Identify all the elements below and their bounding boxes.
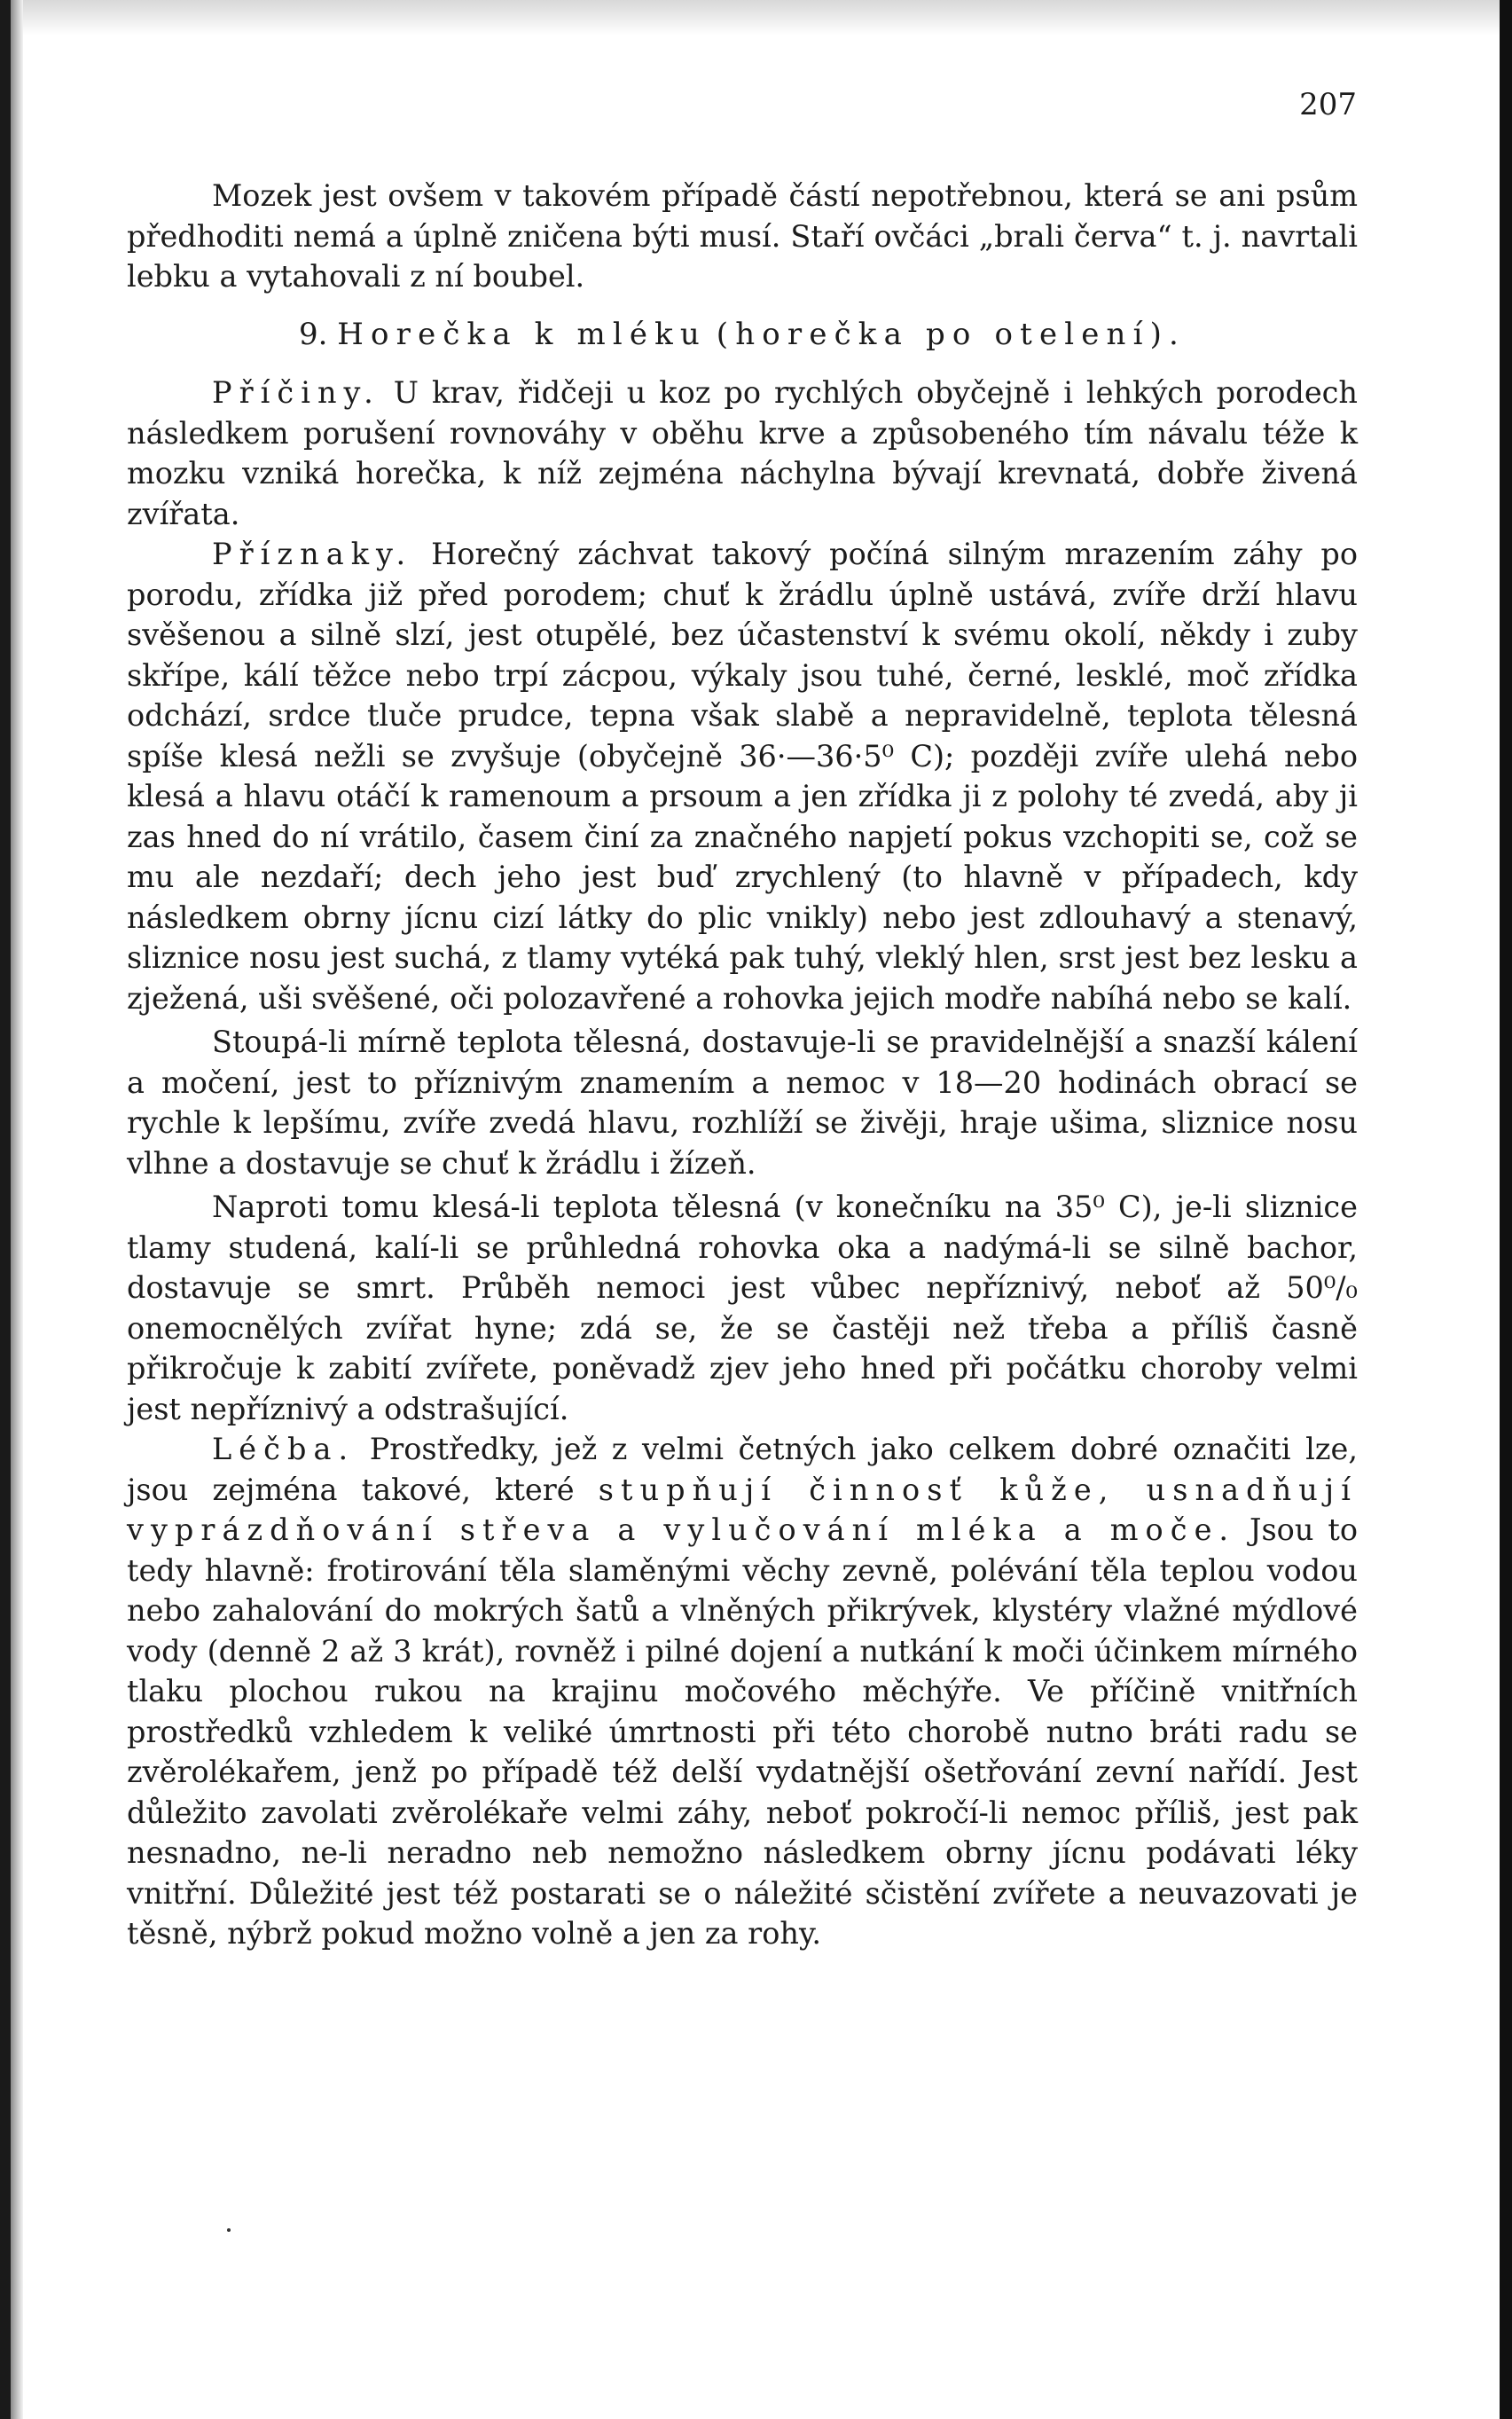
page-binding-shadow xyxy=(11,0,23,2419)
intro-paragraph: Mozek jest ovšem v takovém případě částí nepotřebnou, která se ani psům předhoditi nemá a úplně zničena býti musí. Staří ovčáci „brali červa“ t. j. navrtali lebku a vytahovali z ní boubel. xyxy=(127,178,1358,294)
section-title: Horečka k mléku xyxy=(337,316,707,352)
section-subtitle: (horečka po otelení). xyxy=(716,316,1187,352)
treatment-paragraph xyxy=(127,1429,1358,1954)
treatment-text-1: Prostředky, jež z velmi četných jako celkem dobré označiti lze, jsou zejména takové, které xyxy=(127,1432,1358,1507)
symptoms-text: Horečný záchvat takový počíná silným mrazením záhy po porodu, zřídka již před porodem; chuť k žrádlu úplně ustává, zvíře drží hlavu svěšenou a silně slzí, jest otupělé, bez účastenství k svému okolí, někdy i zuby skřípe, kálí těžce nebo trpí zácpou, výkaly jsou tuhé, černé, lesklé, moč zřídka odchází, srdce tluče prudce, tepna však slabě a nepravidelně, teplota tělesná spíše klesá nežli se zvyšuje (obyčejně 36·—36·5⁰ C); později zvíře ulehá nebo klesá a hlavu otáčí k ramenoum a prsoum a jen zřídka ji z polohy té zvedá, aby ji zas hned do ní vrátilo, časem činí za značného napjetí pokus vzchopiti se, což se mu ale nezdaří; dech jeho jest buď zrychlený (to hlavně v případech, kdy následkem obrny jícnu cizí látky do plic vnikly) nebo jest zdlouhavý a stenavý, sliznice nosu jest suchá, z tlamy vytéká pak tuhý, vleklý hlen, srst jest bez lesku a zježená, uši svěšené, oči polozavřené a rohovka jejich modře nabíhá nebo se kalí. xyxy=(127,537,1358,1016)
causes-label: Příčiny. xyxy=(212,375,380,410)
page-number: 207 xyxy=(1299,87,1357,122)
prognosis-good-paragraph: Stoupá-li mírně teplota tělesná, dostavuje-li se pravidelnější a snazší kálení a močení, jest to příznivým znamením a nemoc v 18—20 hodinách obrací se rychle k lepšímu, zvíře zvedá hlavu, rozhlíží se živěji, hraje ušima, sliznice nosu vlhne a dostavuje se chuť k žrádlu i žízeň. xyxy=(127,1025,1358,1181)
symptoms-label: Příznaky. xyxy=(212,537,413,571)
prognosis-bad-paragraph: Naproti tomu klesá-li teplota tělesná (v konečníku na 35⁰ C), je-li sliznice tlamy studená, kalí-li se průhledná rohovka oka a nadýmá-li se silně bachor, dostavuje se smrt. Průběh nemoci jest vůbec nepříznivý, neboť až 50⁰/₀ onemocnělých zvířat hyne; zdá se, že se častěji než třeba a příliš časně přikročuje k zabití zvířete, poněvadž zjev jeho hned při počátku choroby velmi jest nepříznivý a odstrašující. xyxy=(127,1190,1358,1426)
scan-left-border xyxy=(0,0,11,2419)
scan-top-shade xyxy=(23,0,1500,35)
scan-right-border xyxy=(1500,0,1512,2419)
symptoms-paragraph xyxy=(127,534,1358,1018)
scan-speck xyxy=(227,2228,231,2232)
page-body xyxy=(127,84,1358,1954)
treatment-text-2: Jsou to tedy hlavně: frotirování těla slaměnými věchy zevně, polévání těla teplou vodou nebo zahalování do mokrých šatů a vlněných přikrývek, klystéry vlažné mýdlové vody (denně 2 až 3 krát), rovněž i pilné dojení a nutkání k moči účinkem mírného tlaku plochou rukou na krajinu močového měchýře. Ve příčině vnitřních prostředků vzhledem k veliké úmrtnosti při této chorobě nutno bráti radu se zvěrolékařem, jenž po případě též delší vydatnější ošetřování zevní nařídí. Jest důležito zavolati zvěrolékaře velmi záhy, neboť pokročí-li nemoc příliš, jest pak nesnadno, ne-li neradno neb nemožno následkem obrny jícnu podávati léky vnitřní. Důležité jest též postarati se o náležité sčistění zvířete a neuvazovati je těsně, nýbrž pokud možno volně a jen za rohy. xyxy=(127,1512,1358,1951)
causes-text: U krav, řidčeji u koz po rychlých obyčejně i lehkých porodech následkem porušení rovnováhy v oběhu krve a způsobeného tím návalu téže k mozku vzniká horečka, k níž zejména náchylna bývají krevnatá, dobře živená zvířata. xyxy=(127,375,1358,531)
treatment-label: Léčba. xyxy=(212,1432,356,1466)
section-heading xyxy=(127,315,1358,356)
section-number: 9. xyxy=(298,316,328,352)
treatment-emphasis: stupňují činnosť kůže, usnadňují vyprázdňování střeva a vylučování mléka a moče. xyxy=(127,1472,1358,1547)
causes-paragraph xyxy=(127,373,1358,534)
